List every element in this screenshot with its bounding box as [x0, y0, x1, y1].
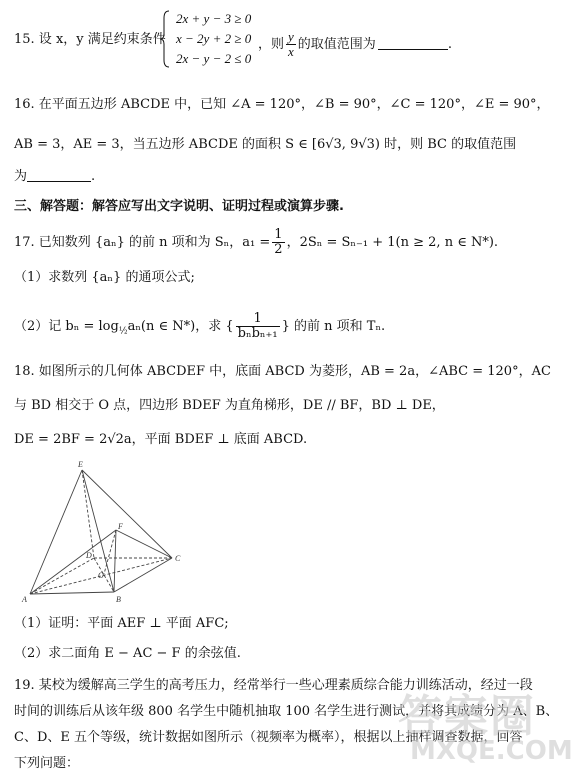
- watermark-url: MXQE.COM: [410, 736, 573, 766]
- q19-line4: 下列问题：: [14, 756, 80, 771]
- q19-line1: 19. 某校为缓解高三学生的高考压力，经常举行一些心理素质综合能力训练活动，经过一段: [14, 678, 533, 693]
- q18-line3: DE = 2BF = 2√2a，平面 BDEF ⊥ 底面 ABCD.: [14, 432, 308, 447]
- q18-part2: （2）求二面角 E − AC − F 的余弦值.: [14, 646, 241, 661]
- watermark-logo: 答案圈: [398, 691, 536, 742]
- q18-geometry-figure: [20, 456, 190, 606]
- q18-line2: 与 BD 相交于 O 点，四边形 BDEF 为直角梯形，DE // BF，BD ⊥ DE，: [14, 398, 445, 413]
- q17-part2: （2）记 $b_n = \log_{\frac{1}{2}}a_n(n$ ∈ N*)，求 { $\frac{1}{\text{bₙbₙ₊₁}}$ } 的前 n 项和 Tₙ.: [14, 311, 386, 341]
- q16-line2: AB = 3，AE = 3，当五边形 ABCDE 的面积 S ∈ [6√3, 9√3) 时，则 BC 的取值范围: [14, 137, 517, 152]
- q19-line2: 时间的训练后从该年级 800 名学生中随机抽取 100 名学生进行测试，并将其成绩分为 A、B、: [14, 704, 559, 719]
- label-B: B: [116, 595, 121, 604]
- q18-line1: 18. 如图所示的几何体 ABCDEF 中，底面 ABCD 为菱形，AB = 2a，∠ABC = 120°，AC: [14, 364, 551, 379]
- q15-answer-blank[interactable]: [378, 37, 448, 50]
- q19-line3: C、D、E 五个等级，统计数据如图所示（视频率为概率），根据以上抽样调查数据，回答: [14, 730, 523, 745]
- q17-part1: （1）求数列 {aₙ} 的通项公式;: [14, 270, 195, 285]
- q15-tail: ，则 $\frac{y}{x}$ 的取值范围为 .: [258, 29, 452, 59]
- q16-line1: 16. 在平面五边形 ABCDE 中，已知 ∠A = 120°，∠B = 90°，∠C = 120°，∠E = 90°，: [14, 97, 550, 112]
- label-C: C: [175, 554, 181, 563]
- q15-constraint-2: x − 2y + 2 ≥ 0: [176, 31, 252, 46]
- q15-constraint-1: 2x + y − 3 ≥ 0: [176, 11, 252, 26]
- q15-brace: [160, 10, 170, 68]
- label-E: E: [78, 460, 83, 469]
- q18-part1: （1）证明：平面 AEF ⊥ 平面 AFC;: [14, 616, 229, 631]
- q15-lead: 15. 设 x，y 满足约束条件: [14, 32, 166, 47]
- q15-constraint-3: 2x − y − 2 ≤ 0: [176, 51, 252, 66]
- label-D: D: [86, 551, 92, 560]
- section-3-heading: 三、解答题：解答应写出文字说明、证明过程或演算步骤.: [14, 199, 344, 214]
- label-F: F: [118, 522, 123, 531]
- label-A: A: [22, 595, 27, 604]
- q17-line1: 17. 已知数列 {aₙ} 的前 n 项和为 Sₙ，a₁ = $\frac{1}{2}$ ，2Sₙ = Sₙ₋₁ + 1(n ≥ 2, n ∈ N*).: [14, 227, 499, 257]
- q16-answer-blank[interactable]: [27, 169, 91, 182]
- label-O: O: [98, 571, 104, 580]
- q16-line3: 为 .: [14, 169, 96, 184]
